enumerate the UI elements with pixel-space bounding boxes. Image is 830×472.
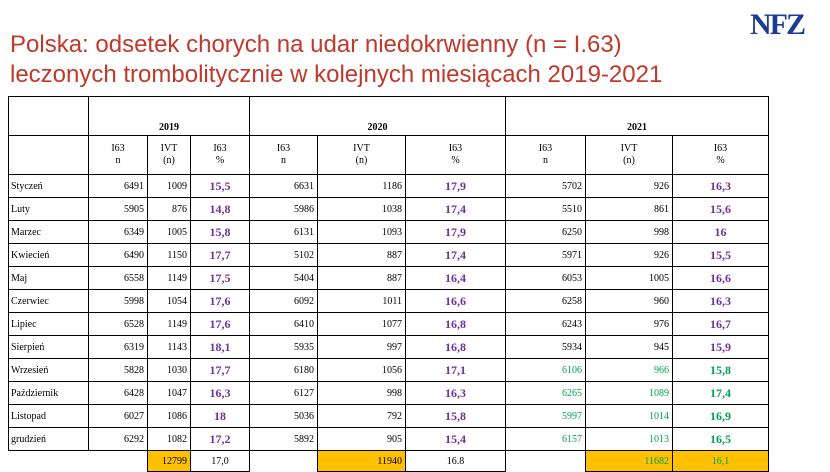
y2021-ivt-n-cell: 945 <box>586 336 673 359</box>
y2020-ivt-n-cell: 887 <box>318 267 406 290</box>
y2021-ivt-n-cell: 861 <box>586 198 673 221</box>
y2021-ivt-n-cell: 1014 <box>586 405 673 428</box>
month-cell: Listopad <box>9 405 89 428</box>
y2021-i63-pct-cell: 16,7 <box>673 313 769 336</box>
y2020-i63-n-cell: 6127 <box>250 382 318 405</box>
y2020-i63-n-cell: 6631 <box>250 175 318 198</box>
y2021-i63-pct-cell: 16 <box>673 221 769 244</box>
col-2019-i63-pct: I63 % <box>191 136 250 175</box>
y2019-i63-pct-cell: 17,6 <box>191 290 250 313</box>
y2020-i63-pct-cell: 17,1 <box>406 359 506 382</box>
y2019-ivt-n-cell: 1086 <box>148 405 191 428</box>
month-cell: Sierpień <box>9 336 89 359</box>
y2021-i63-pct-cell: 16,6 <box>673 267 769 290</box>
y2019-i63-pct-cell: 15,5 <box>191 175 250 198</box>
y2020-i63-n-cell: 6092 <box>250 290 318 313</box>
totals-row <box>9 451 769 472</box>
y2021-ivt-n-cell: 926 <box>586 244 673 267</box>
y2020-ivt-n-cell: 1186 <box>318 175 406 198</box>
empty-corner <box>9 97 89 136</box>
y2019-i63-pct-cell: 17,7 <box>191 244 250 267</box>
y2020-ivt-n-cell: 792 <box>318 405 406 428</box>
y2020-i63-pct-cell: 16,3 <box>406 382 506 405</box>
y2020-i63-n-cell: 5935 <box>250 336 318 359</box>
month-cell: Luty <box>9 198 89 221</box>
y2020-i63-pct-cell: 17,9 <box>406 221 506 244</box>
month-cell: grudzień <box>9 428 89 451</box>
table-row <box>9 359 769 382</box>
y2020-i63-pct-cell: 17,9 <box>406 175 506 198</box>
y2021-i63-n-cell: 6250 <box>506 221 586 244</box>
table-row <box>9 221 769 244</box>
y2019-ivt-n-cell: 1082 <box>148 428 191 451</box>
y2019-i63-n-cell: 6027 <box>89 405 148 428</box>
title-line-2: leczonych trombolitycznie w kolejnych miesiącach 2019-2021 <box>10 61 663 88</box>
table-row <box>9 405 769 428</box>
y2019-ivt-n-cell: 1143 <box>148 336 191 359</box>
y2021-i63-n-cell: 5934 <box>506 336 586 359</box>
y2021-i63-pct-cell: 16,3 <box>673 290 769 313</box>
column-header-row <box>9 136 769 175</box>
y2021-ivt-n-cell: 1005 <box>586 267 673 290</box>
y2019-i63-n-cell: 6528 <box>89 313 148 336</box>
y2020-i63-n-cell: 5892 <box>250 428 318 451</box>
y2020-i63-n-cell: 6410 <box>250 313 318 336</box>
y2020-i63-n-cell: 5102 <box>250 244 318 267</box>
y2019-i63-n-cell: 6491 <box>89 175 148 198</box>
y2020-i63-pct-cell: 16,6 <box>406 290 506 313</box>
total-2020-ivt: 11940 <box>318 451 406 472</box>
month-cell: Styczeń <box>9 175 89 198</box>
col-2020-i63-n: I63 n <box>250 136 318 175</box>
y2020-i63-pct-cell: 16,8 <box>406 336 506 359</box>
y2019-i63-n-cell: 6349 <box>89 221 148 244</box>
month-cell: Marzec <box>9 221 89 244</box>
y2021-i63-pct-cell: 16,3 <box>673 175 769 198</box>
y2019-i63-pct-cell: 14,8 <box>191 198 250 221</box>
y2021-i63-n-cell: 6053 <box>506 267 586 290</box>
y2019-ivt-n-cell: 1009 <box>148 175 191 198</box>
y2021-i63-n-cell: 5971 <box>506 244 586 267</box>
month-cell: Czerwiec <box>9 290 89 313</box>
y2019-i63-pct-cell: 17,6 <box>191 313 250 336</box>
y2021-i63-n-cell: 6265 <box>506 382 586 405</box>
y2020-i63-pct-cell: 17,4 <box>406 198 506 221</box>
year-header-row <box>9 97 769 136</box>
y2021-i63-n-cell: 6243 <box>506 313 586 336</box>
y2019-ivt-n-cell: 876 <box>148 198 191 221</box>
col-2021-ivt-n: IVT (n) <box>586 136 673 175</box>
year-2019-header: 2019 <box>89 97 250 136</box>
month-cell: Maj <box>9 267 89 290</box>
y2020-i63-pct-cell: 17,4 <box>406 244 506 267</box>
col-2019-i63-n: I63 n <box>89 136 148 175</box>
y2021-i63-n-cell: 6258 <box>506 290 586 313</box>
y2021-i63-pct-cell: 15,8 <box>673 359 769 382</box>
col-2021-i63-pct: I63 % <box>673 136 769 175</box>
y2021-i63-pct-cell: 16,5 <box>673 428 769 451</box>
y2019-ivt-n-cell: 1047 <box>148 382 191 405</box>
table-row <box>9 198 769 221</box>
y2019-ivt-n-cell: 1149 <box>148 267 191 290</box>
y2021-i63-pct-cell: 15,9 <box>673 336 769 359</box>
table-row <box>9 382 769 405</box>
total-2019-pct: 17,0 <box>191 451 250 472</box>
y2020-ivt-n-cell: 997 <box>318 336 406 359</box>
month-cell: Lipiec <box>9 313 89 336</box>
nfz-logo-text: NFZ <box>750 8 804 40</box>
y2020-i63-pct-cell: 15,8 <box>406 405 506 428</box>
table-row <box>9 267 769 290</box>
col-2019-ivt-n: IVT (n) <box>148 136 191 175</box>
table-row <box>9 313 769 336</box>
col-2021-i63-n: I63 n <box>506 136 586 175</box>
y2019-i63-pct-cell: 18,1 <box>191 336 250 359</box>
y2019-i63-n-cell: 5828 <box>89 359 148 382</box>
y2021-i63-pct-cell: 16,9 <box>673 405 769 428</box>
y2019-i63-n-cell: 5998 <box>89 290 148 313</box>
month-cell: Kwiecień <box>9 244 89 267</box>
y2020-i63-pct-cell: 16,8 <box>406 313 506 336</box>
y2021-i63-n-cell: 5997 <box>506 405 586 428</box>
y2021-ivt-n-cell: 960 <box>586 290 673 313</box>
y2021-ivt-n-cell: 976 <box>586 313 673 336</box>
y2019-i63-pct-cell: 17,5 <box>191 267 250 290</box>
total-2019-ivt: 12799 <box>148 451 191 472</box>
col-2020-i63-pct: I63 % <box>406 136 506 175</box>
totals-blank <box>89 451 148 472</box>
y2019-i63-n-cell: 6319 <box>89 336 148 359</box>
table-row <box>9 244 769 267</box>
stroke-treatment-table <box>8 96 769 472</box>
y2020-ivt-n-cell: 905 <box>318 428 406 451</box>
y2019-i63-n-cell: 6490 <box>89 244 148 267</box>
y2019-i63-pct-cell: 16,3 <box>191 382 250 405</box>
y2019-i63-pct-cell: 17,7 <box>191 359 250 382</box>
y2019-i63-pct-cell: 18 <box>191 405 250 428</box>
y2020-i63-n-cell: 5404 <box>250 267 318 290</box>
y2021-i63-pct-cell: 15,6 <box>673 198 769 221</box>
y2020-ivt-n-cell: 1056 <box>318 359 406 382</box>
table-row <box>9 175 769 198</box>
total-2021-pct: 16,1 <box>673 451 769 472</box>
y2019-ivt-n-cell: 1030 <box>148 359 191 382</box>
totals-blank <box>250 451 318 472</box>
y2020-i63-pct-cell: 15,4 <box>406 428 506 451</box>
nfz-logo <box>750 6 818 40</box>
y2020-i63-n-cell: 6180 <box>250 359 318 382</box>
y2019-ivt-n-cell: 1054 <box>148 290 191 313</box>
y2019-ivt-n-cell: 1149 <box>148 313 191 336</box>
y2020-ivt-n-cell: 1077 <box>318 313 406 336</box>
total-2020-pct: 16.8 <box>406 451 506 472</box>
y2021-i63-n-cell: 6157 <box>506 428 586 451</box>
y2020-i63-n-cell: 5036 <box>250 405 318 428</box>
total-2021-ivt: 11682 <box>586 451 673 472</box>
month-header <box>9 136 89 175</box>
y2021-i63-pct-cell: 17,4 <box>673 382 769 405</box>
month-cell: Październik <box>9 382 89 405</box>
y2021-ivt-n-cell: 1089 <box>586 382 673 405</box>
y2019-ivt-n-cell: 1150 <box>148 244 191 267</box>
y2020-i63-n-cell: 6131 <box>250 221 318 244</box>
y2020-ivt-n-cell: 1038 <box>318 198 406 221</box>
title-line-1: Polska: odsetek chorych na udar niedokrwienny (n = I.63) <box>10 31 622 58</box>
y2019-i63-pct-cell: 17,2 <box>191 428 250 451</box>
year-2021-header: 2021 <box>506 97 769 136</box>
y2021-ivt-n-cell: 966 <box>586 359 673 382</box>
month-cell: Wrzesień <box>9 359 89 382</box>
y2020-ivt-n-cell: 1093 <box>318 221 406 244</box>
y2020-i63-n-cell: 5986 <box>250 198 318 221</box>
y2021-i63-n-cell: 5702 <box>506 175 586 198</box>
y2021-ivt-n-cell: 1013 <box>586 428 673 451</box>
y2019-i63-n-cell: 6558 <box>89 267 148 290</box>
y2019-i63-n-cell: 6292 <box>89 428 148 451</box>
y2020-ivt-n-cell: 887 <box>318 244 406 267</box>
y2021-i63-pct-cell: 15,5 <box>673 244 769 267</box>
table-body <box>9 97 769 472</box>
y2021-ivt-n-cell: 926 <box>586 175 673 198</box>
totals-blank <box>506 451 586 472</box>
y2019-ivt-n-cell: 1005 <box>148 221 191 244</box>
y2020-i63-pct-cell: 16,4 <box>406 267 506 290</box>
y2019-i63-n-cell: 5905 <box>89 198 148 221</box>
y2020-ivt-n-cell: 998 <box>318 382 406 405</box>
y2021-ivt-n-cell: 998 <box>586 221 673 244</box>
y2020-ivt-n-cell: 1011 <box>318 290 406 313</box>
y2019-i63-n-cell: 6428 <box>89 382 148 405</box>
table-row <box>9 336 769 359</box>
table-row <box>9 428 769 451</box>
totals-blank <box>9 451 89 472</box>
y2021-i63-n-cell: 6106 <box>506 359 586 382</box>
table-row <box>9 290 769 313</box>
slide-title <box>10 30 710 90</box>
col-2020-ivt-n: IVT (n) <box>318 136 406 175</box>
y2021-i63-n-cell: 5510 <box>506 198 586 221</box>
y2019-i63-pct-cell: 15,8 <box>191 221 250 244</box>
year-2020-header: 2020 <box>250 97 506 136</box>
